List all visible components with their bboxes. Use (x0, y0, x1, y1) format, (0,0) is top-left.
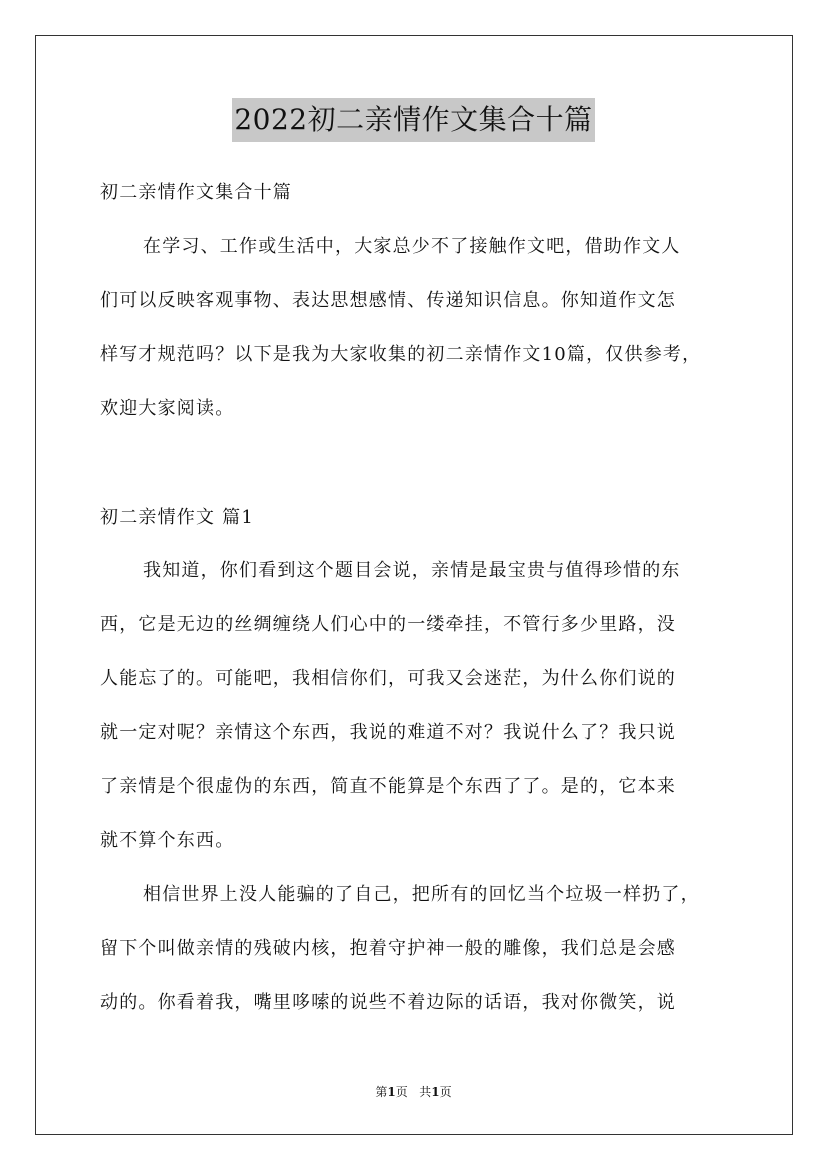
section-heading: 初二亲情作文 篇1 (100, 507, 254, 528)
paragraph1-line-6: 就不算个东西。 (100, 830, 235, 851)
intro-line-3: 样写才规范吗？以下是我为大家收集的初二亲情作文10篇，仅供参考， (100, 344, 702, 365)
footer-total-number: 1 (431, 1085, 440, 1099)
footer-page-number: 1 (387, 1085, 396, 1099)
intro-line-2: 们可以反映客观事物、表达思想感情、传递知识信息。你知道作文怎 (100, 290, 676, 311)
page-footer (0, 1083, 827, 1100)
intro-line-4: 欢迎大家阅读。 (100, 398, 235, 419)
paragraph1-line-4: 就一定对呢？亲情这个东西，我说的难道不对？我说什么了？我只说 (100, 722, 676, 743)
paragraph1-line-1: 我知道，你们看到这个题目会说，亲情是最宝贵与值得珍惜的东 (143, 560, 681, 581)
paragraph1-line-3: 人能忘了的。可能吧，我相信你们，可我又会迷茫，为什么你们说的 (100, 668, 676, 689)
document-title: 2022初二亲情作文集合十篇 (232, 98, 594, 142)
intro-line-1: 在学习、工作或生活中，大家总少不了接触作文吧，借助作文人 (143, 236, 681, 257)
document-subtitle: 初二亲情作文集合十篇 (100, 182, 292, 203)
title-container (0, 98, 827, 142)
footer-page-prefix: 第 (375, 1085, 388, 1099)
paragraph1-line-5: 了亲情是个很虚伪的东西，简直不能算是个东西了了。是的，它本来 (100, 776, 676, 797)
paragraph2-line-3: 动的。你看着我，嘴里哆嗦的说些不着边际的话语，我对你微笑，说 (100, 992, 676, 1013)
footer-page-suffix: 页 (395, 1085, 408, 1099)
paragraph1-line-2: 西，它是无边的丝绸缠绕人们心中的一缕牵挂，不管行多少里路，没 (100, 614, 676, 635)
footer-total-suffix: 页 (439, 1085, 452, 1099)
footer-total-prefix: 共 (419, 1085, 432, 1099)
paragraph2-line-2: 留下个叫做亲情的残破内核，抱着守护神一般的雕像，我们总是会感 (100, 938, 676, 959)
paragraph2-line-1: 相信世界上没人能骗的了自己，把所有的回忆当个垃圾一样扔了， (143, 884, 700, 905)
